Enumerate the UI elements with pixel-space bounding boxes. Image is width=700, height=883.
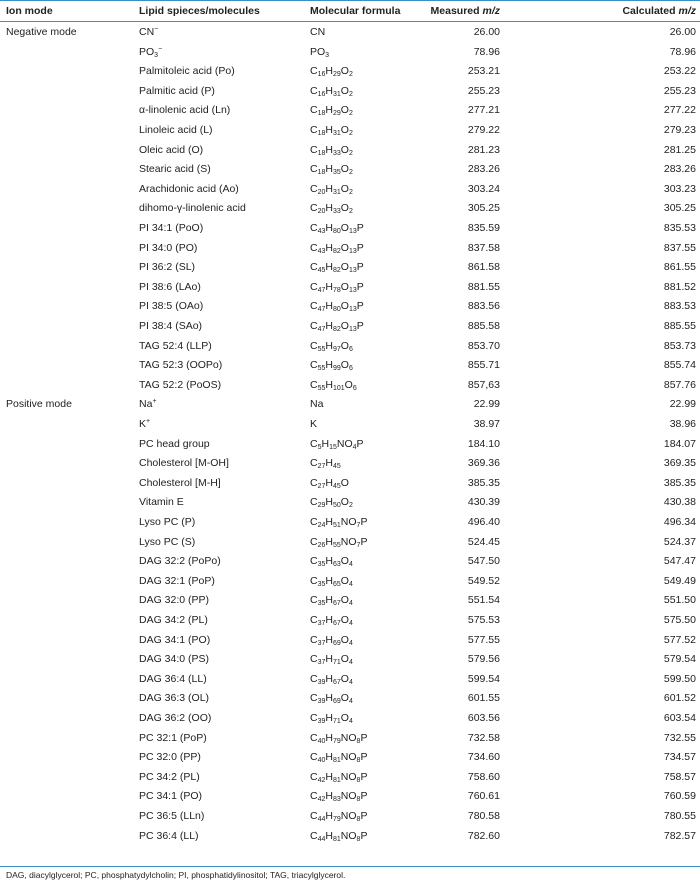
- formula-cell: $C_{55}H_{101}O_6$: [310, 378, 357, 392]
- lipid-cell: Palmitic acid (P): [139, 84, 215, 97]
- calculated-mz-cell: 599.50: [663, 672, 696, 685]
- table-row: [0, 650, 700, 670]
- table-footnote: DAG, diacylglycerol; PC, phosphatydylcholin; PI, phosphatidylinositol; TAG, triacylglycerol.: [6, 870, 346, 880]
- formula-cell: $C_{37}H_{67}O_4$: [310, 614, 353, 627]
- lipid-cell: Vitamin E: [139, 496, 184, 509]
- lipid-cell: K+: [139, 418, 151, 430]
- lipid-cell: Arachidonic acid (Ao): [139, 182, 239, 195]
- formula-cell: $C_{39}H_{69}O_4$: [310, 692, 353, 706]
- measured-mz-cell: 430.39: [467, 496, 500, 509]
- calculated-mz-cell: 551.50: [663, 594, 696, 607]
- formula-cell: $C_{18}H_{35}O_2$: [310, 163, 353, 177]
- lipid-cell: DAG 36:3 (OL): [139, 692, 210, 705]
- lipid-cell: PC 36:4 (LL): [139, 829, 199, 842]
- table-row: [0, 709, 700, 729]
- formula-cell: $C_{39}H_{67}O_4$: [310, 672, 353, 686]
- measured-mz-cell: 78.96: [473, 45, 500, 58]
- calculated-mz-cell: 303.23: [663, 182, 696, 195]
- table-row: [0, 454, 700, 474]
- table-row: [0, 591, 700, 611]
- calculated-mz-cell: 549.49: [663, 574, 696, 587]
- calculated-mz-cell: 885.55: [663, 320, 696, 332]
- table-row: [0, 101, 700, 121]
- table-row: [0, 82, 700, 102]
- formula-cell: $C_{44}H_{79}NO_8P$: [310, 810, 368, 823]
- header-measured: [431, 5, 500, 17]
- calculated-mz-cell: 524.37: [663, 535, 696, 548]
- table-row: [0, 23, 700, 43]
- measured-mz-cell: 575.53: [467, 614, 500, 626]
- lipid-cell: DAG 36:4 (LL): [139, 672, 207, 685]
- table-row: [0, 631, 700, 651]
- formula-cell: $C_{40}H_{79}NO_8P$: [310, 731, 368, 745]
- formula-cell: $C_{29}H_{50}O_2$: [310, 496, 353, 510]
- measured-mz-cell: 780.58: [467, 810, 500, 822]
- table-row: [0, 474, 700, 494]
- measured-mz-cell: 758.60: [467, 770, 500, 783]
- lipid-cell: DAG 34:0 (PS): [139, 653, 210, 666]
- formula-cell: $C_{47}H_{78}O_{13}P$: [310, 280, 364, 294]
- calculated-mz-cell: 734.57: [663, 751, 696, 764]
- lipid-cell: PI 34:1 (PoO): [139, 222, 204, 234]
- formula-cell: $C_{27}H_{45}$: [310, 457, 341, 471]
- table-row: [0, 415, 700, 435]
- formula-cell: $C_{35}H_{67}O_4$: [310, 594, 353, 608]
- measured-mz-cell: 255.23: [467, 84, 500, 97]
- ion-mode-cell: Negative mode: [6, 26, 77, 38]
- table-row: [0, 827, 700, 847]
- table-row: [0, 689, 700, 709]
- lipid-cell: PC 34:2 (PL): [139, 770, 200, 783]
- measured-mz-cell: 855.71: [467, 359, 500, 372]
- measured-mz-cell: 579.56: [467, 653, 500, 666]
- measured-mz-cell: 303.24: [467, 182, 500, 195]
- calculated-mz-cell: 255.23: [663, 84, 696, 97]
- formula-cell: $C_{37}H_{71}O_4$: [310, 653, 353, 667]
- formula-cell: Na: [310, 398, 324, 411]
- measured-mz-cell: 253.21: [467, 65, 500, 78]
- lipid-cell: Cholesterol [M-OH]: [139, 457, 229, 470]
- lipid-cell: PI 38:4 (SAo): [139, 320, 203, 332]
- calculated-mz-cell: 253.22: [663, 65, 696, 78]
- formula-cell: $C_{16}H_{29}O_2$: [310, 65, 353, 79]
- lipid-cell: DAG 34:1 (PO): [139, 633, 211, 646]
- formula-cell: $C_{20}H_{31}O_2$: [310, 182, 353, 196]
- lipid-cell: Lyso PC (P): [139, 516, 196, 528]
- table-row: [0, 160, 700, 180]
- formula-cell: $C_{27}H_{45}O$: [310, 476, 349, 490]
- measured-mz-cell: 883.56: [467, 300, 500, 313]
- formula-cell: $C_{42}H_{81}NO_8P$: [310, 770, 368, 784]
- calculated-mz-cell: 305.25: [663, 202, 696, 215]
- calculated-mz-cell: 385.35: [663, 476, 696, 489]
- formula-cell: $PO_3$: [310, 45, 330, 59]
- table-header: [0, 0, 700, 22]
- lipid-cell: Stearic acid (S): [139, 163, 211, 176]
- measured-mz-cell: 38.97: [473, 418, 500, 430]
- formula-cell: $C_{24}H_{51}NO_7P$: [310, 516, 368, 529]
- table-bottom-rule: [0, 866, 700, 867]
- calculated-mz-cell: 853.73: [663, 339, 696, 352]
- lipid-cell: $PO_3^-$: [139, 45, 163, 59]
- calculated-mz-cell: 603.54: [663, 712, 696, 724]
- table-row: [0, 493, 700, 513]
- table-row: [0, 435, 700, 455]
- formula-cell: $C_{35}H_{65}O_4$: [310, 574, 353, 588]
- lipid-cell: DAG 32:0 (PP): [139, 594, 210, 607]
- header-lipid: Lipid spieces/molecules: [139, 5, 260, 17]
- lipid-cell: PC head group: [139, 437, 210, 450]
- lipid-cell: PC 34:1 (PO): [139, 790, 203, 803]
- table-row: [0, 62, 700, 82]
- formula-cell: $C_{16}H_{31}O_2$: [310, 84, 353, 98]
- measured-mz-cell: 26.00: [473, 26, 500, 38]
- table-row: [0, 611, 700, 631]
- lipid-cell: DAG 32:1 (PoP): [139, 574, 215, 587]
- header-ion-mode: Ion mode: [6, 5, 53, 17]
- measured-mz-cell: 599.54: [467, 672, 500, 685]
- formula-cell: $C_{20}H_{33}O_2$: [310, 202, 353, 216]
- calculated-mz-cell: 732.55: [663, 731, 696, 744]
- formula-cell: $C_{18}H_{33}O_2$: [310, 143, 353, 157]
- table-row: [0, 317, 700, 337]
- table-row: [0, 768, 700, 788]
- formula-cell: $C_5H_{15}NO_4P$: [310, 437, 364, 451]
- table-row: [0, 572, 700, 592]
- lipid-cell: PC 32:1 (PoP): [139, 731, 207, 744]
- calculated-mz-cell: 857.76: [663, 378, 696, 391]
- table-row: [0, 395, 700, 415]
- lipid-cell: Lyso PC (S): [139, 535, 196, 548]
- formula-cell: $C_{40}H_{81}NO_8P$: [310, 751, 368, 765]
- measured-mz-cell: 857,63: [467, 378, 500, 391]
- table-row: [0, 533, 700, 553]
- calculated-mz-cell: 835.53: [663, 222, 696, 234]
- table-row: [0, 278, 700, 298]
- table-row: [0, 297, 700, 317]
- measured-mz-cell: 283.26: [467, 163, 500, 176]
- measured-mz-cell: 577.55: [467, 633, 500, 646]
- measured-mz-cell: 281.23: [467, 143, 500, 156]
- calculated-mz-cell: 496.34: [663, 516, 696, 528]
- calculated-mz-cell: 780.55: [663, 810, 696, 822]
- table-row: [0, 552, 700, 572]
- calculated-mz-cell: 601.52: [663, 692, 696, 705]
- measured-mz-cell: 837.58: [467, 241, 500, 254]
- formula-cell: $C_{43}H_{82}O_{13}P$: [310, 241, 364, 255]
- ion-mode-cell: Positive mode: [6, 398, 72, 411]
- measured-mz-cell: 277.21: [467, 104, 500, 117]
- calculated-mz-cell: 577.52: [663, 633, 696, 646]
- measured-mz-cell: 551.54: [467, 594, 500, 607]
- table-row: [0, 513, 700, 533]
- table-row: [0, 43, 700, 63]
- formula-cell: $C_{55}H_{97}O_6$: [310, 339, 353, 353]
- measured-mz-cell: 601.55: [467, 692, 500, 705]
- table-row: [0, 356, 700, 376]
- measured-mz-cell: 835.59: [467, 222, 500, 234]
- formula-cell: $C_{55}H_{99}O_6$: [310, 359, 353, 373]
- measured-mz-cell: 885.58: [467, 320, 500, 332]
- lipid-cell: PI 38:5 (OAo): [139, 300, 204, 313]
- measured-mz-cell: 279.22: [467, 124, 500, 136]
- calculated-mz-cell: 279.23: [663, 124, 696, 136]
- table-row: [0, 807, 700, 827]
- lipid-cell: CN−: [139, 26, 159, 38]
- calculated-mz-cell: 26.00: [669, 26, 696, 38]
- table-row: [0, 219, 700, 239]
- lipid-cell: DAG 32:2 (PoPo): [139, 555, 221, 568]
- calculated-mz-cell: 277.22: [663, 104, 696, 117]
- formula-cell: $C_{18}H_{31}O_2$: [310, 124, 353, 137]
- table-row: [0, 337, 700, 357]
- lipid-cell: Oleic acid (O): [139, 143, 204, 156]
- calculated-mz-cell: 760.59: [663, 790, 696, 803]
- measured-mz-cell: 305.25: [467, 202, 500, 215]
- calculated-mz-cell: 575.50: [663, 614, 696, 626]
- calculated-mz-cell: 547.47: [663, 555, 696, 568]
- lipid-cell: PC 36:5 (LLn): [139, 810, 205, 822]
- measured-mz-cell: 853.70: [467, 339, 500, 352]
- lipid-cell: PI 38:6 (LAo): [139, 280, 201, 293]
- header-calculated-text: Calculated m/z: [622, 5, 696, 17]
- calculated-mz-cell: 881.52: [663, 280, 696, 293]
- formula-cell: $C_{26}H_{55}NO_7P$: [310, 535, 368, 549]
- lipid-cell: DAG 34:2 (PL): [139, 614, 208, 626]
- formula-cell: $C_{35}H_{63}O_4$: [310, 555, 353, 569]
- formula-cell: $C_{39}H_{71}O_4$: [310, 712, 353, 725]
- table-row: [0, 787, 700, 807]
- measured-mz-cell: 369.36: [467, 457, 500, 470]
- formula-cell: $C_{45}H_{82}O_{13}P$: [310, 261, 364, 275]
- calculated-mz-cell: 281.25: [663, 143, 696, 156]
- lipid-cell: Linoleic acid (L): [139, 124, 213, 136]
- measured-mz-cell: 385.35: [467, 476, 500, 489]
- lipid-cell: TAG 52:2 (PoOS): [139, 378, 222, 391]
- lipid-cell: PC 32:0 (PP): [139, 751, 201, 764]
- header-formula: Molecular formula: [310, 5, 401, 17]
- formula-cell: $C_{43}H_{80}O_{13}P$: [310, 222, 364, 235]
- measured-mz-cell: 734.60: [467, 751, 500, 764]
- lipid-cell: PI 36:2 (SL): [139, 261, 196, 274]
- table-row: [0, 258, 700, 278]
- calculated-mz-cell: 758.57: [663, 770, 696, 783]
- table-row: [0, 748, 700, 768]
- formula-cell: $C_{42}H_{83}NO_8P$: [310, 790, 368, 804]
- formula-cell: $C_{37}H_{69}O_4$: [310, 633, 353, 647]
- table-row: [0, 141, 700, 161]
- measured-mz-cell: 861.58: [467, 261, 500, 274]
- measured-mz-cell: 547.50: [467, 555, 500, 568]
- formula-cell: $C_{47}H_{80}O_{13}P$: [310, 300, 364, 314]
- measured-mz-cell: 496.40: [467, 516, 500, 528]
- lipid-cell: Cholesterol [M-H]: [139, 476, 221, 489]
- lipid-cell: dihomo-γ-linolenic acid: [139, 202, 246, 215]
- table-row: [0, 239, 700, 259]
- calculated-mz-cell: 430.38: [663, 496, 696, 509]
- calculated-mz-cell: 782.57: [663, 829, 696, 842]
- measured-mz-cell: 549.52: [467, 574, 500, 587]
- calculated-mz-cell: 184.07: [663, 437, 696, 450]
- calculated-mz-cell: 837.55: [663, 241, 696, 254]
- table-row: [0, 199, 700, 219]
- calculated-mz-cell: 579.54: [663, 653, 696, 666]
- measured-mz-cell: 881.55: [467, 280, 500, 293]
- calculated-mz-cell: 855.74: [663, 359, 696, 372]
- lipid-cell: TAG 52:4 (LLP): [139, 339, 212, 352]
- measured-mz-cell: 782.60: [467, 829, 500, 842]
- lipid-cell: PI 34:0 (PO): [139, 241, 198, 254]
- measured-mz-cell: 184.10: [467, 437, 500, 450]
- calculated-mz-cell: 369.35: [663, 457, 696, 470]
- lipid-cell: DAG 36:2 (OO): [139, 712, 212, 724]
- table-row: [0, 121, 700, 141]
- table-row: [0, 729, 700, 749]
- calculated-mz-cell: 883.53: [663, 300, 696, 313]
- formula-cell: K: [310, 418, 318, 430]
- measured-mz-cell: 732.58: [467, 731, 500, 744]
- formula-cell: $C_{47}H_{82}O_{13}P$: [310, 320, 364, 333]
- calculated-mz-cell: 283.26: [663, 163, 696, 176]
- calculated-mz-cell: 38.96: [669, 418, 696, 430]
- table-row: [0, 376, 700, 396]
- formula-cell: CN: [310, 26, 326, 38]
- lipid-cell: Palmitoleic acid (Po): [139, 65, 235, 78]
- calculated-mz-cell: 78.96: [669, 45, 696, 58]
- header-calculated: [622, 5, 696, 17]
- calculated-mz-cell: 22.99: [669, 398, 696, 411]
- table-row: [0, 180, 700, 200]
- formula-cell: $C_{18}H_{29}O_2$: [310, 104, 353, 118]
- measured-mz-cell: 603.56: [467, 712, 500, 724]
- measured-mz-cell: 22.99: [473, 398, 500, 411]
- lipid-cell: TAG 52:3 (OOPo): [139, 359, 223, 372]
- measured-mz-cell: 524.45: [467, 535, 500, 548]
- calculated-mz-cell: 861.55: [663, 261, 696, 274]
- table-row: [0, 670, 700, 690]
- formula-cell: $C_{44}H_{81}NO_8P$: [310, 829, 368, 843]
- measured-mz-cell: 760.61: [467, 790, 500, 803]
- header-measured-text: Measured m/z: [430, 5, 500, 17]
- lipid-cell: Na+: [139, 398, 157, 411]
- lipid-cell: α-linolenic acid (Ln): [139, 104, 231, 117]
